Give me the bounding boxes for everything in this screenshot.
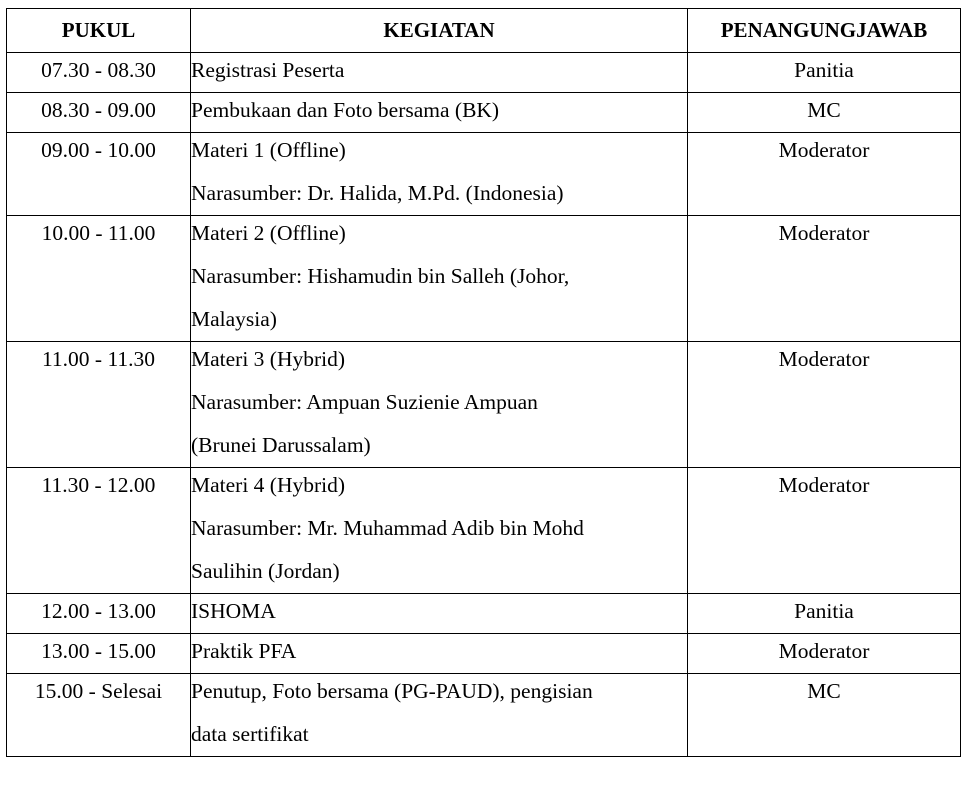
time-cell: [7, 93, 191, 133]
person-in-charge-text: Moderator: [778, 347, 870, 371]
activity-line: Registrasi Peserta: [191, 58, 345, 82]
table-row: [7, 468, 961, 594]
person-in-charge-cell: [688, 468, 961, 594]
activity-cell: [191, 594, 688, 634]
person-in-charge-cell: [688, 53, 961, 93]
person-in-charge-text: Moderator: [778, 639, 870, 663]
person-in-charge-cell: [688, 342, 961, 468]
person-in-charge-text: Moderator: [778, 138, 870, 162]
person-in-charge-text: Moderator: [778, 221, 870, 245]
activity-line: ISHOMA: [191, 599, 276, 623]
header-activity: KEGIATAN: [191, 9, 688, 53]
activity-line: Materi 4 (Hybrid): [191, 473, 346, 497]
activity-line: Narasumber: Dr. Halida, M.Pd. (Indonesia): [191, 181, 564, 205]
activity-cell: [191, 674, 688, 757]
time-cell: [7, 216, 191, 342]
header-person-in-charge: PENANGUNGJAWAB: [688, 9, 961, 53]
activity-line: Malaysia): [191, 307, 277, 331]
table-row: [7, 216, 961, 342]
table-row: [7, 594, 961, 634]
activity-line: Narasumber: Hishamudin bin Salleh (Johor,: [191, 264, 570, 288]
activity-line: Penutup, Foto bersama (PG-PAUD), pengisian: [191, 679, 593, 703]
person-in-charge-text: MC: [807, 98, 841, 122]
table-row: [7, 53, 961, 93]
activity-line: Materi 1 (Offline): [191, 138, 346, 162]
activity-cell: [191, 53, 688, 93]
table-header-row: [7, 9, 961, 53]
person-in-charge-text: Moderator: [778, 473, 870, 497]
time-cell: [7, 133, 191, 216]
time-text: 10.00 - 11.00: [41, 221, 156, 245]
person-in-charge-cell: [688, 93, 961, 133]
activity-line: Narasumber: Mr. Muhammad Adib bin Mohd: [191, 516, 584, 540]
time-cell: [7, 53, 191, 93]
table-row: [7, 133, 961, 216]
table-row: [7, 674, 961, 757]
person-in-charge-text: MC: [807, 679, 841, 703]
person-in-charge-text: Panitia: [794, 599, 854, 623]
time-text: 07.30 - 08.30: [41, 58, 156, 82]
time-cell: [7, 674, 191, 757]
person-in-charge-cell: [688, 674, 961, 757]
time-cell: [7, 468, 191, 594]
table-row: [7, 342, 961, 468]
time-text: 12.00 - 13.00: [41, 599, 156, 623]
time-text: 08.30 - 09.00: [41, 98, 156, 122]
time-cell: [7, 634, 191, 674]
person-in-charge-cell: [688, 133, 961, 216]
time-text: 11.00 - 11.30: [41, 347, 156, 371]
person-in-charge-cell: [688, 216, 961, 342]
time-text: 09.00 - 10.00: [41, 138, 156, 162]
time-text: 13.00 - 15.00: [41, 639, 156, 663]
activity-cell: [191, 216, 688, 342]
activity-line: Praktik PFA: [191, 639, 297, 663]
schedule-table: [6, 8, 961, 757]
activity-line: data sertifikat: [191, 722, 309, 746]
table-row: [7, 93, 961, 133]
person-in-charge-text: Panitia: [794, 58, 854, 82]
activity-line: Materi 2 (Offline): [191, 221, 346, 245]
time-text: 15.00 - Selesai: [34, 679, 163, 703]
activity-line: Narasumber: Ampuan Suzienie Ampuan: [191, 390, 538, 414]
activity-cell: [191, 468, 688, 594]
time-cell: [7, 594, 191, 634]
activity-line: Materi 3 (Hybrid): [191, 347, 346, 371]
activity-line: Saulihin (Jordan): [191, 559, 340, 583]
person-in-charge-cell: [688, 594, 961, 634]
header-time: PUKUL: [7, 9, 191, 53]
activity-cell: [191, 634, 688, 674]
table-row: [7, 634, 961, 674]
time-cell: [7, 342, 191, 468]
activity-cell: [191, 342, 688, 468]
activity-cell: [191, 93, 688, 133]
activity-line: Pembukaan dan Foto bersama (BK): [191, 98, 500, 122]
activity-line: (Brunei Darussalam): [191, 433, 371, 457]
schedule-body: [7, 53, 961, 757]
time-text: 11.30 - 12.00: [41, 473, 156, 497]
person-in-charge-cell: [688, 634, 961, 674]
activity-cell: [191, 133, 688, 216]
